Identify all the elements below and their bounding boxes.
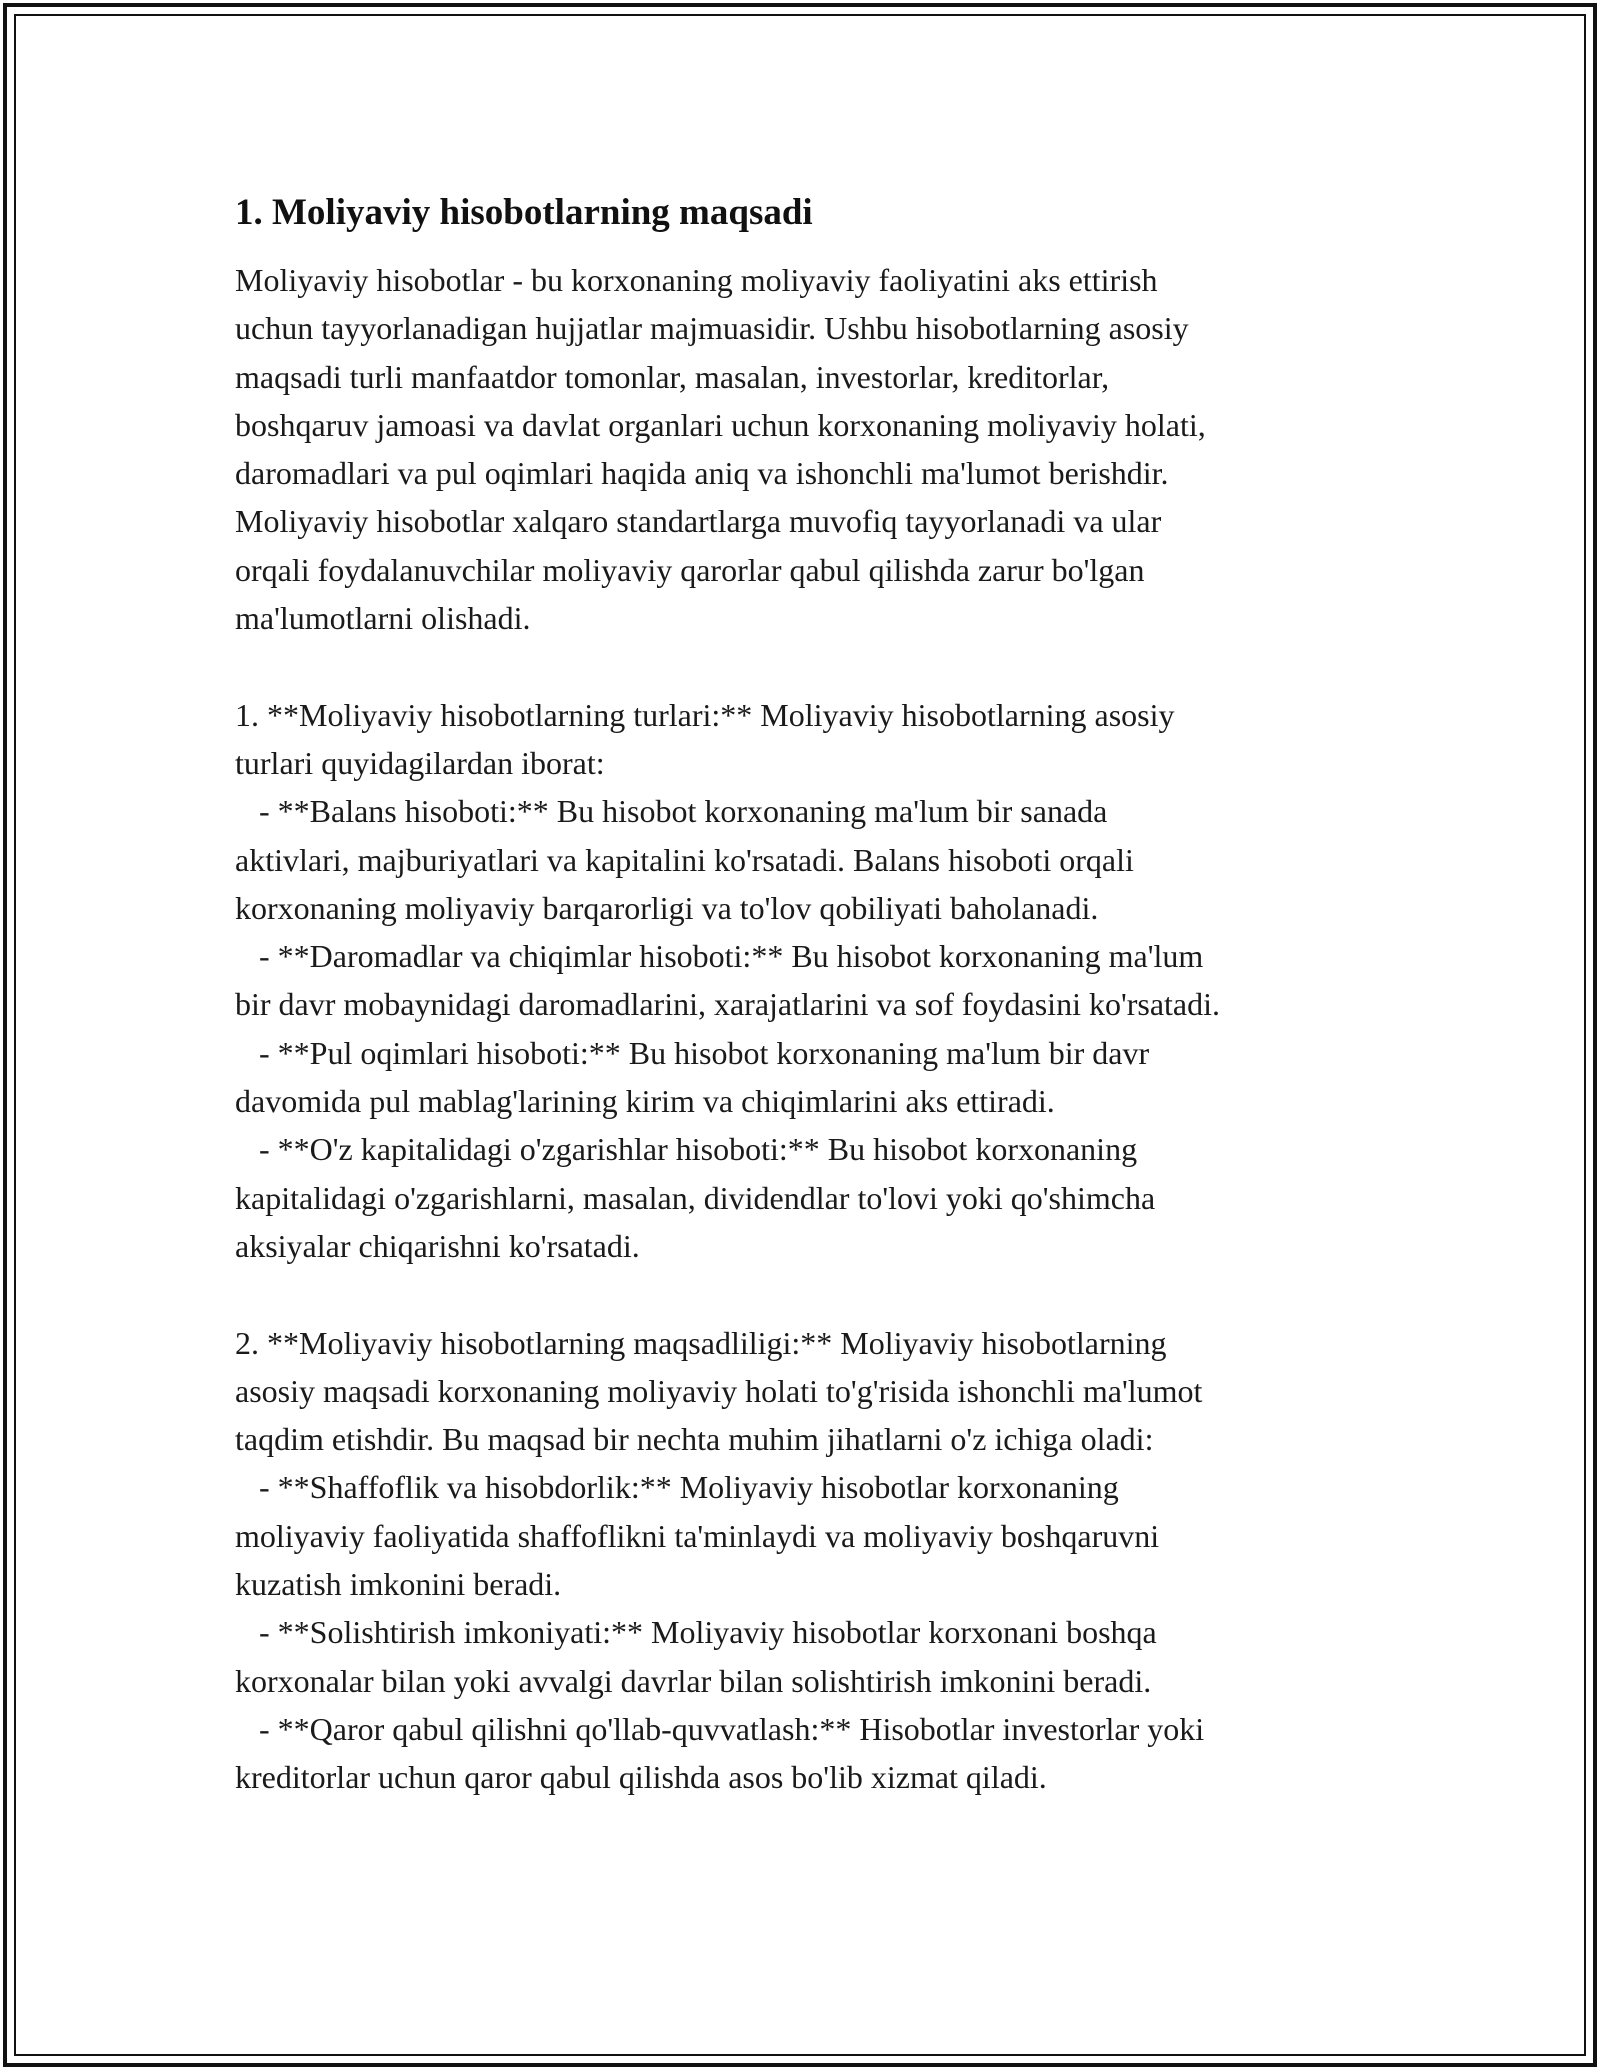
- text-line: aktivlari, majburiyatlari va kapitalini ko'rsatadi. Balans hisoboti orqali: [235, 841, 1134, 878]
- text-line: orqali foydalanuvchilar moliyaviy qarorlar qabul qilishda zarur bo'lgan: [235, 551, 1145, 588]
- text-line: uchun tayyorlanadigan hujjatlar majmuasidir. Ushbu hisobotlarning asosiy: [235, 310, 1189, 347]
- text-line: bir davr mobaynidagi daromadlarini, xarajatlarini va sof foydasini ko'rsatadi.: [235, 986, 1221, 1023]
- text-line: boshqaruv jamoasi va davlat organlari uchun korxonaning moliyaviy holati,: [235, 406, 1206, 443]
- section-report-purpose: [235, 1319, 1395, 1802]
- text-line: 1. **Moliyaviy hisobotlarning turlari:** Moliyaviy hisobotlarning asosiy: [235, 696, 1175, 733]
- text-line: davomida pul mablag'larining kirim va chiqimlarini aks ettiradi.: [235, 1083, 1055, 1120]
- text-line: aksiyalar chiqarishni ko'rsatadi.: [235, 1227, 640, 1264]
- text-line: asosiy maqsadi korxonaning moliyaviy holati to'g'risida ishonchli ma'lumot: [235, 1372, 1203, 1409]
- text-line: taqdim etishdir. Bu maqsad bir nechta muhim jihatlarni o'z ichiga oladi:: [235, 1421, 1154, 1458]
- text-line: maqsadi turli manfaatdor tomonlar, masalan, investorlar, kreditorlar,: [235, 358, 1110, 395]
- text-line: - **Daromadlar va chiqimlar hisoboti:** Bu hisobot korxonaning ma'lum: [235, 938, 1204, 975]
- paragraph-gap: [235, 1270, 1395, 1318]
- text-line: ma'lumotlarni olishadi.: [235, 600, 531, 637]
- text-line: kapitalidagi o'zgarishlarni, masalan, dividendlar to'lovi yoki qo'shimcha: [235, 1179, 1156, 1216]
- text-line: - **O'z kapitalidagi o'zgarishlar hisoboti:** Bu hisobot korxonaning: [235, 1131, 1138, 1168]
- text-line: 2. **Moliyaviy hisobotlarning maqsadliligi:** Moliyaviy hisobotlarning: [235, 1324, 1167, 1361]
- text-line: moliyaviy faoliyatida shaffoflikni ta'minlaydi va moliyaviy boshqaruvni: [235, 1517, 1160, 1554]
- text-line: Moliyaviy hisobotlar xalqaro standartlarga muvofiq tayyorlanadi va ular: [235, 503, 1162, 540]
- text-line: turlari quyidagilardan iborat:: [235, 744, 605, 781]
- text-line: - **Balans hisoboti:** Bu hisobot korxonaning ma'lum bir sanada: [235, 793, 1108, 830]
- text-line: korxonaning moliyaviy barqarorligi va to'lov qobiliyati baholanadi.: [235, 889, 1099, 926]
- text-line: - **Solishtirish imkoniyati:** Moliyaviy hisobotlar korxonani boshqa: [235, 1614, 1157, 1651]
- text-line: Moliyaviy hisobotlar - bu korxonaning moliyaviy faoliyatini aks ettirish: [235, 262, 1158, 298]
- text-line: korxonalar bilan yoki avvalgi davrlar bilan solishtirish imkonini beradi.: [235, 1662, 1152, 1699]
- document-body: [235, 188, 1395, 1802]
- paragraph-gap: [235, 642, 1395, 690]
- section-report-types: [235, 691, 1395, 1271]
- text-line: - **Qaror qabul qilishni qo'llab-quvvatlash:** Hisobotlar investorlar yoki: [235, 1710, 1205, 1747]
- text-line: kuzatish imkonini beradi.: [235, 1566, 562, 1603]
- text-line: daromadlari va pul oqimlari haqida aniq va ishonchli ma'lumot berishdir.: [235, 455, 1169, 492]
- text-line: kreditorlar uchun qaror qabul qilishda asos bo'lib xizmat qiladi.: [235, 1759, 1047, 1796]
- page-title: 1. Moliyaviy hisobotlarning maqsadi: [235, 192, 813, 233]
- intro-paragraph: [235, 256, 1395, 642]
- text-line: - **Shaffoflik va hisobdorlik:** Moliyaviy hisobotlar korxonaning: [235, 1469, 1119, 1506]
- text-line: - **Pul oqimlari hisoboti:** Bu hisobot korxonaning ma'lum bir davr: [235, 1034, 1150, 1071]
